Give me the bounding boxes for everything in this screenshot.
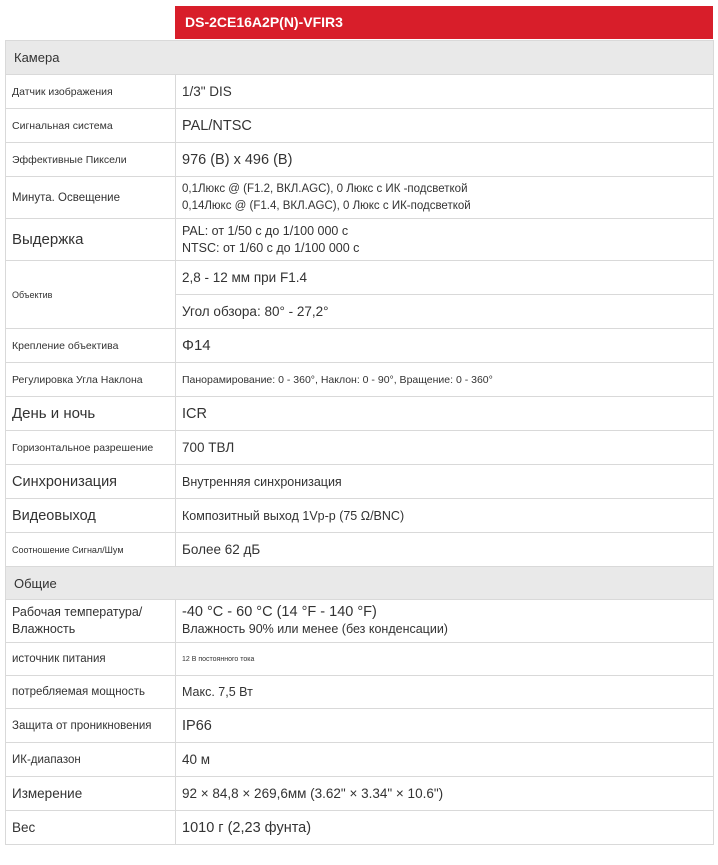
spec-row	[6, 643, 714, 676]
illumination-value	[176, 177, 714, 219]
spec-row	[6, 109, 714, 143]
video-value: Композитный выход 1Vp-p (75 Ω/BNC)	[176, 499, 714, 533]
section-camera	[6, 41, 714, 75]
consumption-value: Макс. 7,5 Вт	[176, 676, 714, 709]
illumination-line-2: 0,14Люкс @ (F1.4, ВКЛ.AGC), 0 Люкс с ИК-подсветкой	[182, 199, 471, 212]
spec-row	[6, 363, 714, 397]
spec-row	[6, 261, 714, 295]
snr-label: Соотношение Сигнал/Шум	[6, 533, 176, 567]
weight-value: 1010 г (2,23 фунта)	[176, 811, 714, 845]
spec-row	[6, 465, 714, 499]
daynight-value: ICR	[176, 397, 714, 431]
sync-label: Синхронизация	[6, 465, 176, 499]
shutter-line-2: NTSC: от 1/60 с до 1/100 000 с	[182, 240, 360, 255]
spec-row	[6, 177, 714, 219]
temp-line-2: Влажность 90% или менее (без конденсации)	[182, 622, 448, 636]
lens-angle: Угол обзора: 80° - 27,2°	[176, 295, 714, 329]
ir-value: 40 м	[176, 743, 714, 777]
signal-label: Сигнальная система	[6, 109, 176, 143]
spec-row	[6, 811, 714, 845]
snr-value: Более 62 дБ	[176, 533, 714, 567]
spec-row	[6, 743, 714, 777]
spec-row	[6, 676, 714, 709]
shutter-value	[176, 219, 714, 261]
ingress-label: Защита от проникновения	[6, 709, 176, 743]
spec-row	[6, 219, 714, 261]
sensor-label: Датчик изображения	[6, 75, 176, 109]
section-title: Общие	[6, 567, 714, 600]
spec-row	[6, 329, 714, 363]
temp-value	[176, 600, 714, 643]
power-label: источник питания	[6, 643, 176, 676]
section-general	[6, 567, 714, 600]
temp-line-1: -40 °C - 60 °C (14 °F - 140 °F)	[182, 604, 377, 620]
lens-focal: 2,8 - 12 мм при F1.4	[176, 261, 714, 295]
pixels-value: 976 (B) x 496 (B)	[176, 143, 714, 177]
angle-label: Регулировка Угла Наклона	[6, 363, 176, 397]
spec-row	[6, 75, 714, 109]
lens-label: Объектив	[6, 261, 176, 329]
spec-row	[6, 397, 714, 431]
spec-row	[6, 533, 714, 567]
spec-row	[6, 600, 714, 643]
temp-label-line-1: Рабочая температура/	[12, 605, 143, 619]
dimensions-value: 92 × 84,8 × 269,6мм (3.62" × 3.34" × 10.6")	[176, 777, 714, 811]
pixels-label: Эффективные Пиксели	[6, 143, 176, 177]
video-label: Видеовыход	[6, 499, 176, 533]
spec-row	[6, 777, 714, 811]
ingress-value: IP66	[176, 709, 714, 743]
dimensions-label: Измерение	[6, 777, 176, 811]
resolution-value: 700 ТВЛ	[176, 431, 714, 465]
resolution-label: Горизонтальное разрешение	[6, 431, 176, 465]
mount-value: Φ14	[176, 329, 714, 363]
illumination-label: Минута. Освещение	[6, 177, 176, 219]
shutter-label: Выдержка	[6, 219, 176, 261]
illumination-line-1: 0,1Люкс @ (F1.2, ВКЛ.AGC), 0 Люкс с ИК -подсветкой	[182, 182, 468, 195]
shutter-line-1: PAL: от 1/50 с до 1/100 000 с	[182, 223, 349, 238]
temp-label	[6, 600, 176, 643]
spec-row	[6, 709, 714, 743]
sensor-value: 1/3" DIS	[176, 75, 714, 109]
power-value: 12 В постоянного тока	[176, 643, 714, 676]
consumption-label: потребляемая мощность	[6, 676, 176, 709]
spec-row	[6, 143, 714, 177]
signal-value: PAL/NTSC	[176, 109, 714, 143]
sync-value: Внутренняя синхронизация	[176, 465, 714, 499]
ir-label: ИК-диапазон	[6, 743, 176, 777]
temp-label-line-2: Влажность	[12, 622, 76, 636]
section-title: Камера	[6, 41, 714, 75]
mount-label: Крепление объектива	[6, 329, 176, 363]
angle-value: Панорамирование: 0 - 360°, Наклон: 0 - 90°, Вращение: 0 - 360°	[176, 363, 714, 397]
weight-label: Вес	[6, 811, 176, 845]
model-title: DS-2CE16A2P(N)-VFIR3	[175, 6, 713, 39]
specifications-table	[5, 40, 714, 845]
spec-row	[6, 431, 714, 465]
daynight-label: День и ночь	[6, 397, 176, 431]
spec-row	[6, 499, 714, 533]
